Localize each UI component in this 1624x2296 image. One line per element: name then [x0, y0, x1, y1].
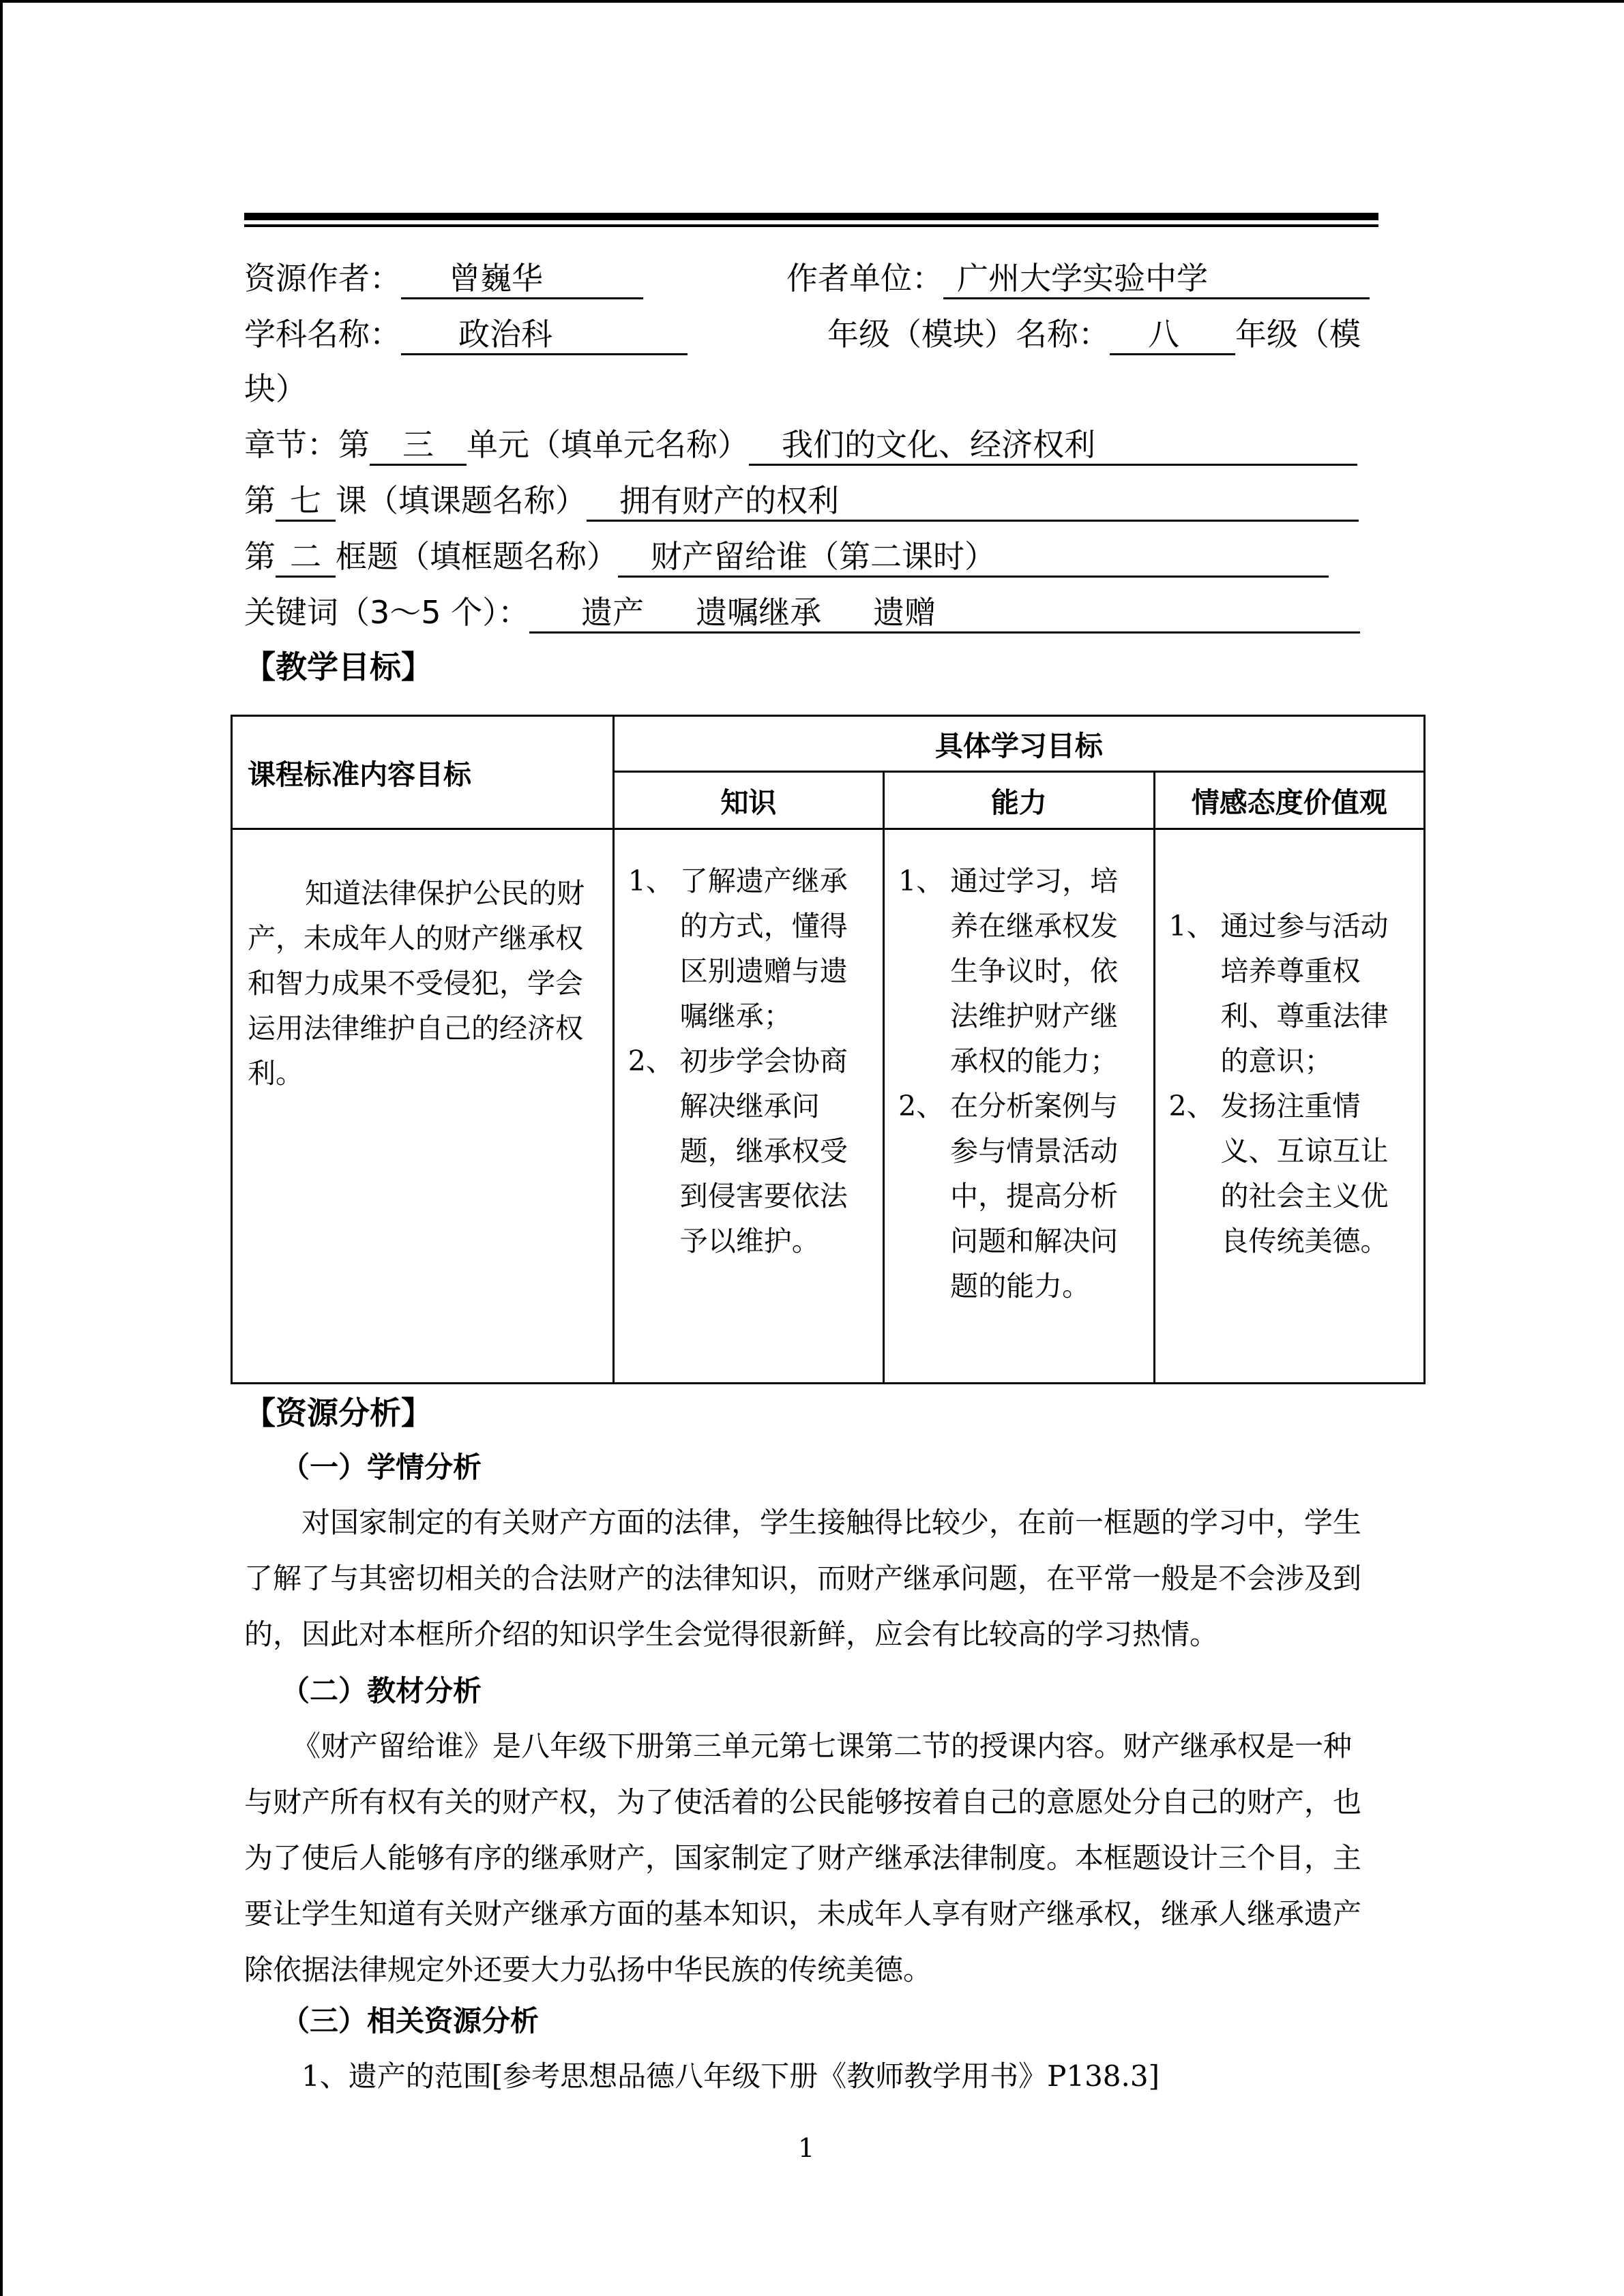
chapter-mid: 单元（填单元名称） [467, 426, 749, 463]
resources-item: 1、遗产的范围[参考思想品德八年级下册《教师教学用书》P138.3] [301, 2059, 1160, 2093]
frame-mid: 框题（填框题名称） [336, 538, 618, 575]
col-standard-header: 课程标准内容目标 [232, 716, 614, 829]
knowledge-cell [613, 829, 883, 1384]
chapter-row [244, 424, 1357, 466]
header-double-rule-thin [244, 224, 1378, 227]
unit-label: 作者单位： [786, 260, 943, 297]
ability-item: 1、 通过学习，培养在继承权发生争议时，依法维护财产继承权的能力； [898, 865, 1119, 1077]
col-knowledge-header: 知识 [613, 772, 883, 829]
lesson-row [244, 480, 1359, 522]
subject-label: 学科名称： [244, 316, 401, 353]
frame-num: 二 [276, 537, 336, 578]
keyword-item: 遗产 [581, 594, 645, 631]
lesson-num: 七 [276, 481, 336, 522]
frame-value: 财产留给谁（第二课时） [618, 537, 1329, 578]
keywords-label: 关键词（3～5 个）： [244, 594, 530, 631]
frame-row [244, 536, 1329, 578]
grade-suffix: 年级（模 [1235, 316, 1361, 353]
grade-suffix-line2: 块） [244, 370, 307, 407]
subject-value: 政治科 [401, 315, 688, 355]
page-border-top [0, 0, 1624, 3]
attitude-cell [1154, 829, 1424, 1384]
attitude-item: 1、 通过参与活动培养尊重权利、尊重法律的意识； [1168, 910, 1389, 1077]
knowledge-item: 2、 初步学会协商解决继承问题，继承权受到侵害要依法予以维护。 [628, 1045, 848, 1257]
resources-analysis-heading: （三）相关资源分析 [281, 2004, 540, 2038]
textbook-analysis-heading: （二）教材分析 [281, 1674, 482, 1708]
col-attitude-header: 情感态度价值观 [1154, 772, 1424, 829]
grade-value: 八 [1110, 315, 1235, 355]
unit-row [786, 258, 1370, 299]
page-number: 1 [798, 2133, 815, 2163]
frame-prefix: 第 [244, 538, 276, 575]
keywords-value [529, 593, 1360, 633]
col-ability-header: 能力 [884, 772, 1154, 829]
analysis-heading: 【资源分析】 [244, 1395, 432, 1431]
page-border-left [0, 0, 3, 2296]
col-specific-header: 具体学习目标 [613, 716, 1424, 772]
chapter-value: 我们的文化、经济权利 [749, 426, 1357, 466]
chapter-prefix: 章节：第 [244, 426, 370, 463]
keyword-item: 遗嘱继承 [696, 594, 822, 631]
lesson-prefix: 第 [244, 482, 276, 519]
author-value: 曾巍华 [401, 259, 643, 299]
grade-label: 年级（模块）名称： [827, 316, 1110, 353]
attitude-item: 2、 发扬注重情义、互谅互让的社会主义优良传统美德。 [1168, 1090, 1389, 1257]
student-analysis-text: 对国家制定的有关财产方面的法律，学生接触得比较少，在前一框题的学习中，学生了解了与其密切相关的合法财产的法律知识，而财产继承问题，在平常一般是不会涉及到的，因此对本框所介绍的知识学生会觉得很新鲜，应会有比较高的学习热情。 [244, 1506, 1362, 1651]
ability-item: 2、 在分析案例与参与情景活动中，提高分析问题和解决问题的能力。 [898, 1090, 1119, 1302]
textbook-analysis-text: 《财产留给谁》是八年级下册第三单元第七课第二节的授课内容。财产继承权是一种与财产所有权有关的财产权，为了使活着的公民能够按着自己的意愿处分自己的财产，也为了使后人能够有序的继承财产，国家制定了财产继承法律制度。本框题设计三个目，主要让学生知道有关财产继承方面的基本知识，未成年人享有财产继承权，继承人继承遗产除依据法律规定外还要大力弘扬中华民族的传统美德。 [244, 1729, 1362, 1986]
subject-row [244, 314, 688, 355]
lesson-mid: 课（填课题名称） [336, 482, 587, 519]
goals-table [231, 715, 1426, 1384]
keyword-item: 遗赠 [873, 594, 936, 631]
lesson-value: 拥有财产的权利 [587, 481, 1359, 522]
unit-value: 广州大学实验中学 [943, 259, 1370, 299]
keywords-row [244, 592, 1360, 633]
knowledge-item: 1、 了解遗产继承的方式，懂得区别遗赠与遗嘱继承； [628, 865, 848, 1032]
chapter-num: 三 [370, 426, 467, 466]
author-row [244, 258, 643, 299]
student-analysis-heading: （一）学情分析 [281, 1450, 482, 1484]
author-label: 资源作者： [244, 260, 401, 297]
goals-heading: 【教学目标】 [244, 648, 432, 685]
header-double-rule-thick [244, 213, 1378, 220]
grade-row [827, 314, 1361, 355]
standard-text: 知道法律保护公民的财产，未成年人的财产继承权和智力成果不受侵犯，学会运用法律维护自己的经济权利。 [232, 829, 614, 1384]
ability-cell [884, 829, 1154, 1384]
